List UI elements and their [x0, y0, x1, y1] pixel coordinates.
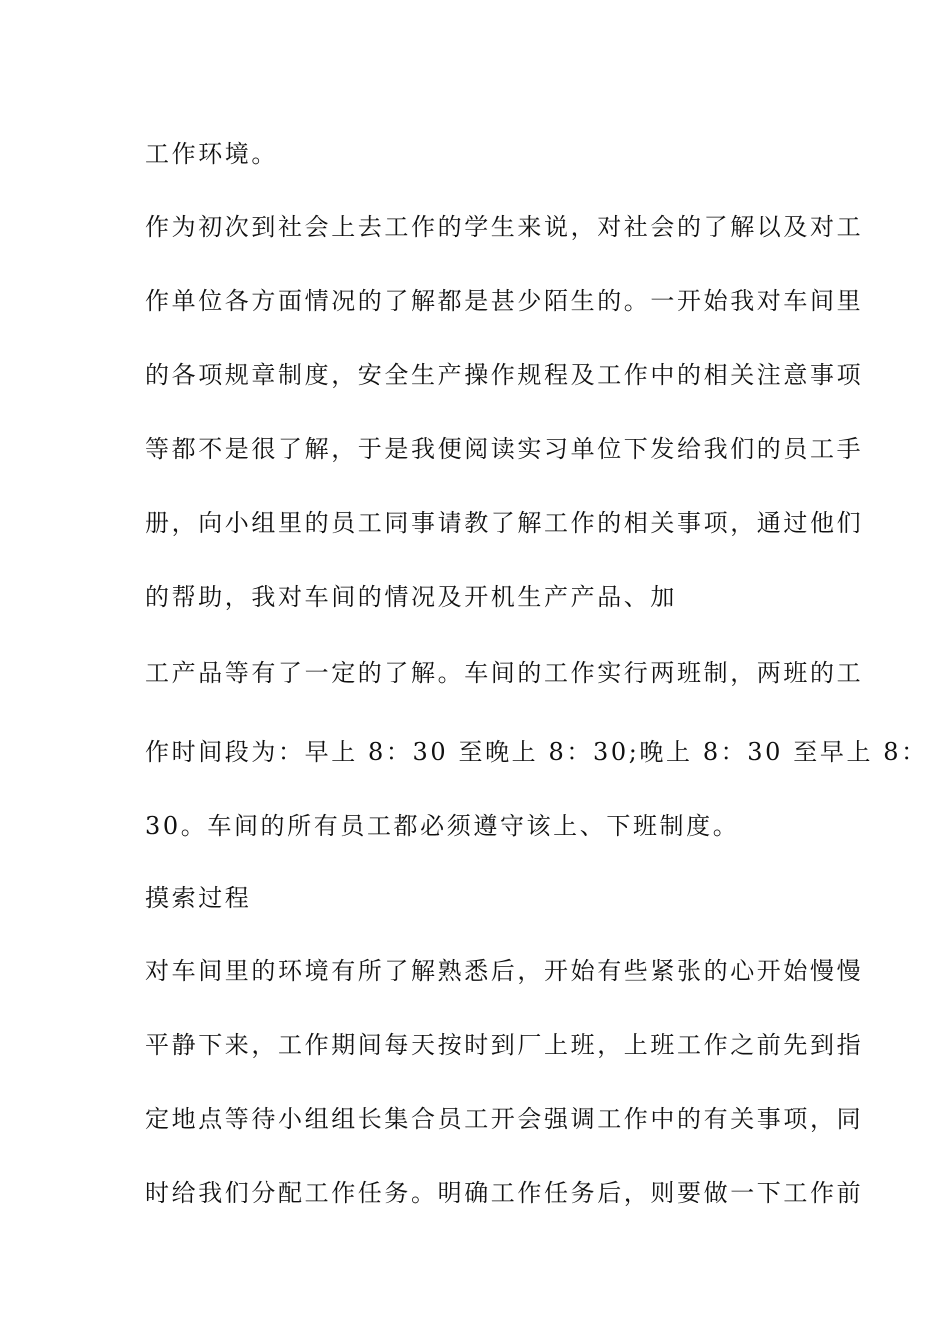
- text-line: 对车间里的环境有所了解熟悉后，开始有些紧张的心开始慢慢: [145, 957, 864, 985]
- text-line: 工作环境。: [145, 140, 278, 168]
- text-line: 的各项规章制度，安全生产操作规程及工作中的相关注意事项: [145, 361, 864, 389]
- text-line: 定地点等待小组组长集合员工开会强调工作中的有关事项，同: [145, 1105, 864, 1133]
- text-line: 作单位各方面情况的了解都是甚少陌生的。一开始我对车间里: [145, 287, 864, 315]
- text-line: 等都不是很了解，于是我便阅读实习单位下发给我们的员工手: [145, 435, 864, 463]
- section-heading: 摸索过程: [145, 884, 252, 912]
- text-line: 工产品等有了一定的了解。车间的工作实行两班制，两班的工: [145, 659, 864, 687]
- text-line: 平静下来，工作期间每天按时到厂上班，上班工作之前先到指: [145, 1031, 864, 1059]
- text-line: 册，向小组里的员工同事请教了解工作的相关事项，通过他们: [145, 509, 864, 537]
- text-line: 30。车间的所有员工都必须遵守该上、下班制度。: [145, 812, 740, 840]
- text-line: 作时间段为：早上 8：30 至晚上 8：30;晚上 8：30 至早上 8：: [145, 738, 928, 766]
- text-line: 的帮助，我对车间的情况及开机生产产品、加: [145, 583, 677, 611]
- text-line: 作为初次到社会上去工作的学生来说，对社会的了解以及对工: [145, 213, 864, 241]
- text-line: 时给我们分配工作任务。明确工作任务后，则要做一下工作前: [145, 1179, 864, 1207]
